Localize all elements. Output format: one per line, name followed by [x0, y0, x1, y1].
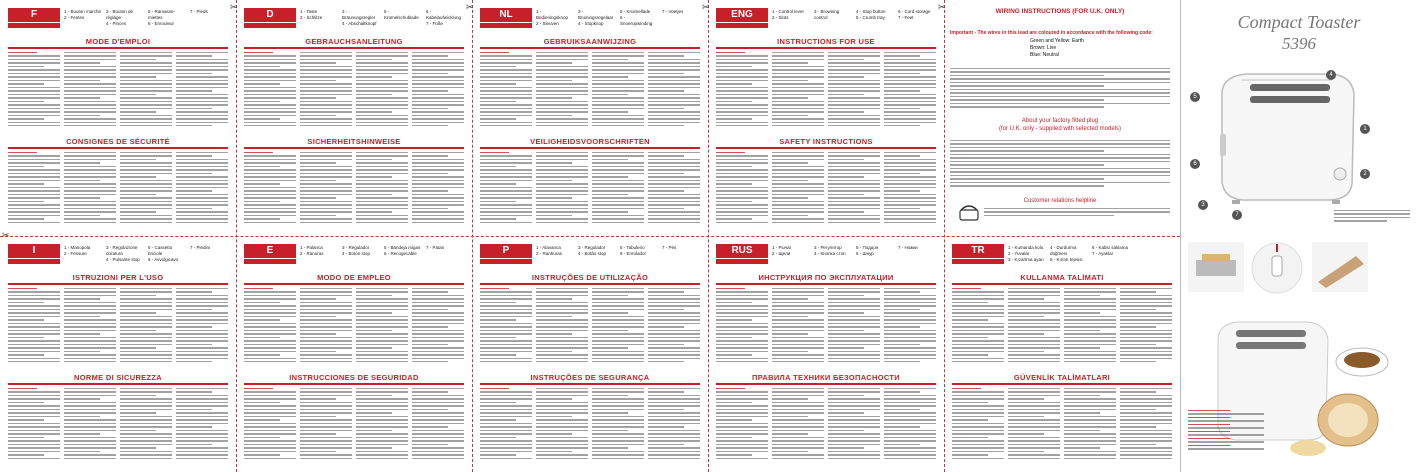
parts-list-item: 3 - Regolazione doratura: [106, 245, 138, 256]
language-badge: P: [480, 244, 532, 258]
toaster-illustration: [1202, 64, 1372, 214]
divider: [716, 147, 936, 149]
model-number: 5396: [1282, 34, 1316, 53]
parts-list-item: 5 - Kruimellade: [620, 9, 651, 14]
parts-list-item: 7 - Patas: [426, 245, 445, 250]
language-panel-i: [2, 240, 234, 468]
parts-list: [64, 9, 228, 35]
toast-photo: [1188, 242, 1244, 292]
phone-icon: [958, 202, 980, 222]
scissors-icon: ✂: [466, 2, 474, 12]
safety-text: [716, 388, 936, 464]
parts-list: [536, 245, 700, 271]
callout-4: 4: [1326, 70, 1336, 80]
instructions-text: [952, 288, 1172, 368]
parts-list-item: 5 - Tabuleiro: [620, 245, 645, 250]
divider: [8, 283, 228, 285]
language-badge: NL: [480, 8, 532, 22]
language-panel-rus: [710, 240, 942, 468]
parts-list-item: 1 - Kumanda kolu: [1008, 245, 1044, 250]
divider: [480, 147, 700, 149]
parts-list-item: 4 - Abschaltknopf: [342, 21, 377, 26]
parts-list-item: 2 - Slots: [772, 15, 789, 20]
parts-list-item: 4 - Stop button: [856, 9, 886, 14]
parts-list-item: 1 - Manopola: [64, 245, 91, 250]
scissors-icon: ✂: [938, 2, 946, 12]
parts-list-item: 4 - Botón stop: [342, 251, 371, 256]
parts-list-item: 6 - Snoeropwinding: [620, 15, 653, 26]
safety-text: [952, 388, 1172, 464]
parts-list: [300, 9, 464, 35]
parts-list-item: 3 - Регулятор: [814, 245, 842, 250]
instructions-heading: ИНСТРУКЦИЯ ПО ЭКСПЛУАТАЦИИ: [758, 273, 894, 282]
wiring-important: Important - The wires in this lead are coloured in accordance with the following code:: [950, 30, 1153, 36]
plug-heading: About your factory fitted plug (for U.K. only - supplied with selected models): [998, 118, 1122, 132]
language-panel-d: [238, 4, 470, 232]
instructions-heading: ISTRUZIONI PER L'USO: [72, 273, 164, 282]
divider: [244, 47, 464, 49]
wiring-text: [950, 68, 1170, 112]
instructions-text: [244, 288, 464, 368]
callout-5: 5: [1190, 92, 1200, 102]
parts-list-item: 3 - Kızartma ayarı: [1008, 257, 1044, 262]
parts-list-item: 1 - Alavanca: [536, 245, 561, 250]
parts-list-item: 2 - Ranhuras: [536, 251, 563, 256]
language-panel-eng: [710, 4, 942, 232]
instructions-heading: GEBRAUCHSANLEITUNG: [305, 37, 403, 46]
photo-panel: [1184, 240, 1414, 468]
parts-list-item: 1 - Bouton marche: [64, 9, 102, 14]
callout-2: 2: [1360, 169, 1370, 179]
callout-6: 6: [1190, 159, 1200, 169]
helpline-heading: Customer relations helpline: [1023, 198, 1097, 204]
parts-list-item: 6 - Шнур: [856, 251, 874, 256]
wire-codes: Green and Yellow: Earth Brown: Live Blue: Neutral: [1030, 38, 1084, 58]
parts-list-item: 7 - Voetjes: [662, 9, 684, 14]
language-badge: I: [8, 244, 60, 258]
parts-list-item: 3 - Regulador: [342, 245, 370, 250]
divider: [952, 383, 1172, 385]
cut-line: [0, 236, 1180, 237]
divider: [716, 383, 936, 385]
instructions-heading: MODO DE EMPLEO: [317, 273, 391, 282]
parts-list-item: 3 - Browning control: [814, 9, 840, 20]
parts-list-item: 6 - Cord storage: [898, 9, 931, 14]
safety-text: [244, 388, 464, 464]
safety-heading: VEILIGHEIDSVOORSCHRIFTEN: [530, 137, 650, 146]
safety-text: [8, 152, 228, 228]
instructions-text: [716, 52, 936, 132]
parts-list-item: 6 - Enrouleur: [148, 21, 175, 26]
language-panel-e: [238, 240, 470, 468]
parts-list-item: 1 - Taste: [300, 9, 318, 14]
divider: [244, 147, 464, 149]
legend-text: [1188, 410, 1264, 462]
parts-list-item: 5 - Cassetto briciole: [148, 245, 173, 256]
parts-list-item: 4 - Кнопка стоп: [814, 251, 846, 256]
brand-bar: [716, 259, 768, 264]
callout-3: 3: [1198, 200, 1208, 210]
safety-text: [8, 388, 228, 464]
parts-list-item: 6 - Enrolador: [620, 251, 647, 256]
crumb-tray-photo: [1312, 242, 1368, 292]
parts-list-item: 4 - Botão stop: [578, 251, 607, 256]
instructions-heading: INSTRUCTIONS FOR USE: [777, 37, 875, 46]
parts-list-item: 6 - Kabelaufwicklung: [426, 9, 462, 20]
brand-bar: [8, 259, 60, 264]
parts-list-item: 1 - Bedieningsknop: [536, 9, 569, 20]
product-name: Compact Toaster: [1237, 12, 1361, 32]
parts-list-item: 7 - Füße: [426, 21, 444, 26]
parts-list-item: 5 - Krümelschublade: [384, 9, 419, 20]
language-panel-p: [474, 240, 706, 468]
divider: [8, 147, 228, 149]
parts-list-item: 7 - Pieds: [190, 9, 208, 14]
safety-text: [480, 388, 700, 464]
language-badge: ENG: [716, 8, 768, 22]
language-badge: F: [8, 8, 60, 22]
safety-heading: INSTRUCCIONES DE SEGURIDAD: [289, 373, 419, 382]
parts-list: [772, 245, 936, 271]
parts-list-item: 2 - Щели: [772, 251, 791, 256]
safety-heading: CONSIGNES DE SÉCURITÉ: [66, 137, 170, 146]
instructions-text: [244, 52, 464, 132]
parts-list: [536, 9, 700, 35]
parts-list-item: 5 - Kırıntı tepsisi: [1050, 257, 1083, 262]
scissors-icon: ✂: [230, 2, 238, 12]
brand-bar: [244, 23, 296, 28]
callout-7: 7: [1232, 210, 1242, 220]
helpline-text: [984, 208, 1170, 224]
divider: [480, 383, 700, 385]
instructions-text: [480, 288, 700, 368]
parts-list: [772, 9, 936, 35]
parts-list-item: 1 - Control lever: [772, 9, 805, 14]
cover-panel: [1184, 4, 1414, 232]
safety-heading: ПРАВИЛА ТЕХНИКИ БЕЗОПАСНОСТИ: [752, 373, 900, 382]
scissors-icon: ✂: [2, 230, 10, 240]
safety-text: [480, 152, 700, 228]
parts-list-item: 7 - Piedini: [190, 245, 211, 250]
instructions-text: [480, 52, 700, 132]
scissors-icon: ✂: [702, 2, 710, 12]
safety-heading: GÜVENLİK TALİMATLARI: [1013, 373, 1111, 382]
parts-list-item: 2 - Sleuven: [536, 21, 559, 26]
instructions-heading: KULLANMA TALİMATI: [1020, 273, 1104, 282]
parts-list-item: 3 - Regulador: [578, 245, 606, 250]
wiring-title: WIRING INSTRUCTIONS (FOR U.K. ONLY): [995, 8, 1125, 15]
brand-bar: [480, 259, 532, 264]
brand-bar: [716, 23, 768, 28]
brand-bar: [244, 259, 296, 264]
parts-list-item: 2 - Schlitze: [300, 15, 323, 20]
safety-text: [716, 152, 936, 228]
parts-list-item: 7 - Ayaklar: [1092, 251, 1114, 256]
safety-heading: SAFETY INSTRUCTIONS: [779, 137, 873, 146]
callout-1: 1: [1360, 124, 1370, 134]
language-panel-tr: [946, 240, 1178, 468]
instructions-text: [716, 288, 936, 368]
language-badge: TR: [952, 244, 1004, 258]
divider: [244, 283, 464, 285]
parts-list: [64, 245, 228, 271]
parts-list-item: 3 - Bruiningsregelaar: [578, 9, 614, 20]
parts-list-item: 5 - Crumb tray: [856, 15, 885, 20]
safety-heading: SICHERHEITSHINWEISE: [307, 137, 401, 146]
brand-bar: [8, 23, 60, 28]
divider: [8, 383, 228, 385]
instructions-text: [8, 52, 228, 132]
parts-list-item: 5 - Ramasse-miettes: [148, 9, 176, 20]
divider: [8, 47, 228, 49]
divider: [716, 283, 936, 285]
cut-line: [1180, 0, 1181, 472]
parts-list-item: 2 - Fessure: [64, 251, 87, 256]
parts-list-item: 7 - Pés: [662, 245, 677, 250]
parts-list-item: 1 - Рычаг: [772, 245, 792, 250]
divider: [480, 47, 700, 49]
language-badge: E: [244, 244, 296, 258]
divider: [244, 383, 464, 385]
lever-photo: [1248, 242, 1306, 294]
brand-bar: [480, 23, 532, 28]
parts-list-item: 4 - Pulsante stop: [106, 257, 140, 262]
language-panel-f: [2, 4, 234, 232]
parts-list-item: 5 - Поддон: [856, 245, 879, 250]
divider: [716, 47, 936, 49]
brand-bar: [952, 259, 1004, 264]
wiring-instructions: [944, 4, 1176, 232]
language-badge: D: [244, 8, 296, 22]
divider: [952, 283, 1172, 285]
parts-list-item: 2 - Fentes: [64, 15, 85, 20]
safety-text: [244, 152, 464, 228]
parts-list-item: 3 - Bouton de réglage: [106, 9, 134, 20]
parts-list-item: 2 - Ranuras: [300, 251, 324, 256]
instructions-heading: GEBRUIKSAANWIJZING: [543, 37, 637, 46]
instructions-text: [8, 288, 228, 368]
parts-list-item: 4 - Pinces: [106, 21, 127, 26]
plug-text: [950, 140, 1170, 192]
parts-list-item: 2 - Yuvalar: [1008, 251, 1030, 256]
parts-list-item: 6 - Avvolgicavo: [148, 257, 179, 262]
parts-list: [300, 245, 464, 271]
parts-list-item: 4 - Stopknop: [578, 21, 604, 26]
instructions-heading: MODE D'EMPLOI: [85, 37, 151, 46]
parts-list-item: 6 - Kablo saklama: [1092, 245, 1129, 250]
address-text: [1334, 210, 1410, 228]
parts-list-item: 7 - Ножки: [898, 245, 918, 250]
safety-heading: NORME DI SICUREZZA: [74, 373, 162, 382]
parts-list: [1008, 245, 1172, 271]
parts-list-item: 7 - Feet: [898, 15, 914, 20]
divider: [480, 283, 700, 285]
parts-list-item: 4 - Durdurma düğmesi: [1050, 245, 1077, 256]
parts-list-item: 1 - Palanca: [300, 245, 323, 250]
safety-heading: INSTRUÇÕES DE SEGURANÇA: [530, 373, 650, 382]
parts-list-item: 3 - Bräunungsregler: [342, 9, 376, 20]
parts-list-item: 5 - Bandeja migas: [384, 245, 421, 250]
language-badge: RUS: [716, 244, 768, 258]
instructions-heading: INSTRUÇÕES DE UTILIZAÇÃO: [531, 273, 649, 282]
language-panel-nl: [474, 4, 706, 232]
parts-list-item: 6 - Recogecable: [384, 251, 417, 256]
